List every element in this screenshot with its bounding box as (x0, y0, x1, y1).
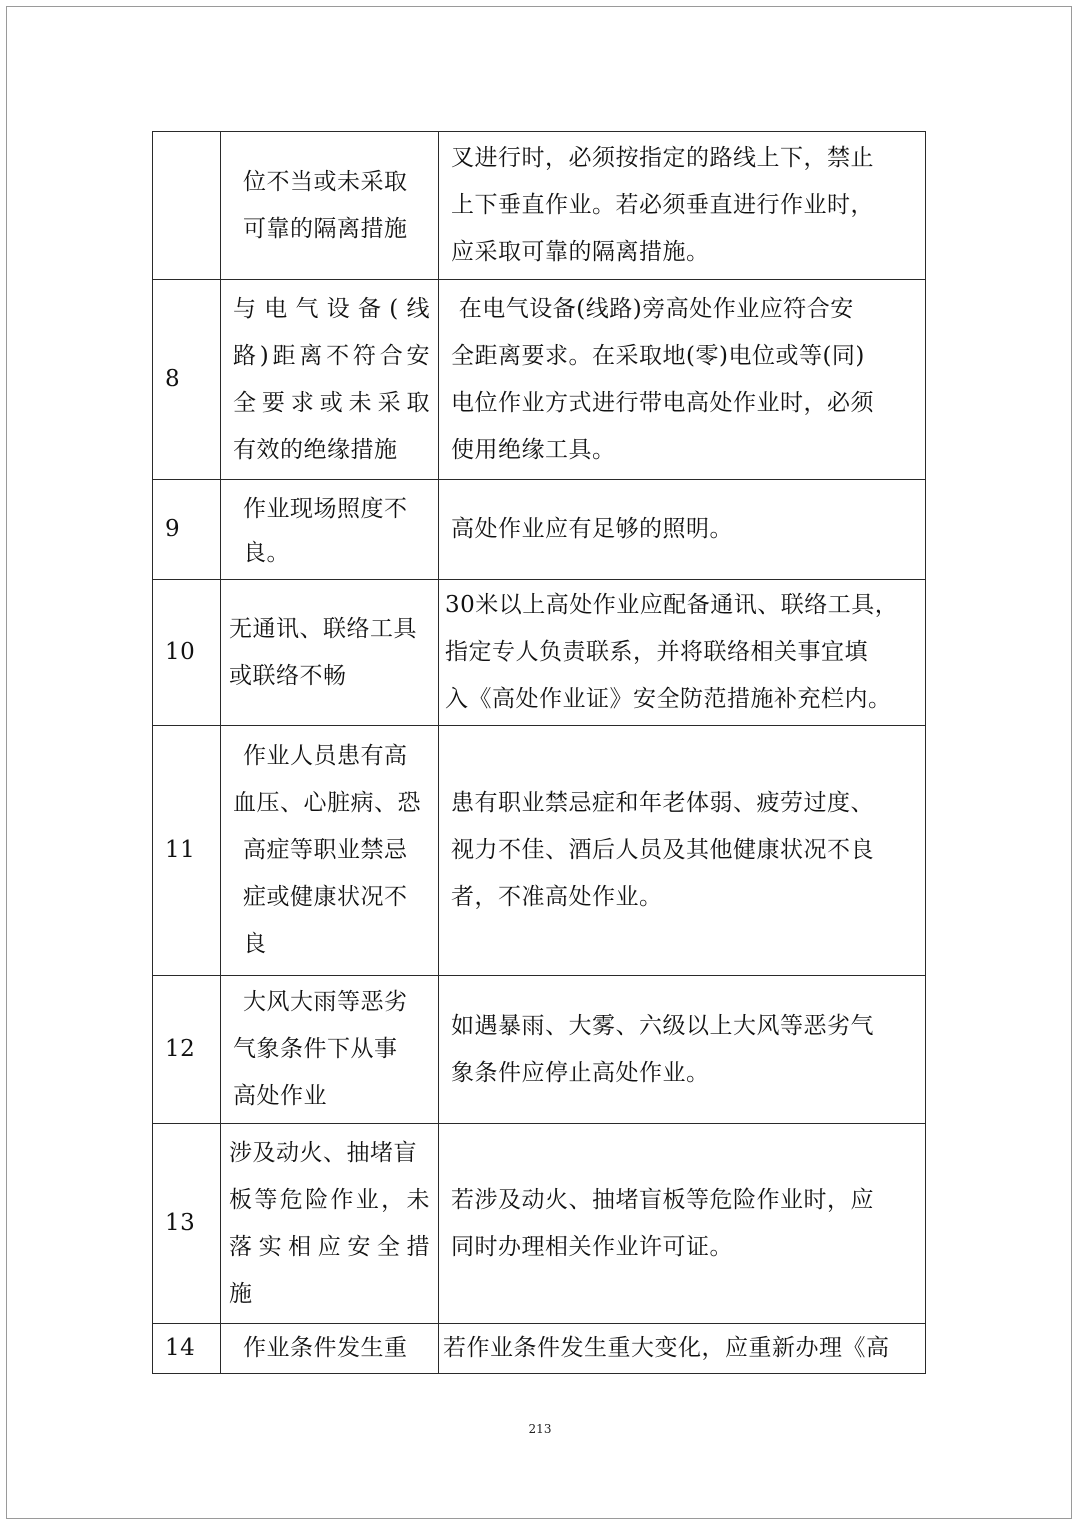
table-row (153, 580, 926, 726)
hazard-cell (221, 280, 439, 480)
measure-line: 叉进行时，必须按指定的路线上下，禁止 (451, 145, 874, 171)
hazard-line: 板等危险作业，未 (229, 1186, 430, 1213)
hazard-line: 落实相应安全措 (229, 1233, 430, 1260)
hazard-line: 高症等职业禁忌 (243, 837, 408, 863)
table-row (153, 726, 926, 976)
table-row (153, 480, 926, 580)
measure-cell (439, 1324, 926, 1374)
row-number: 9 (153, 480, 221, 580)
row-number: 8 (153, 280, 221, 480)
hazard-line: 或联络不畅 (229, 662, 347, 689)
measure-line: 高处作业应有足够的照明。 (451, 516, 733, 542)
measure-line: 上下垂直作业。若必须垂直进行作业时， (451, 192, 874, 218)
measure-line: 视力不佳、酒后人员及其他健康状况不良 (451, 837, 874, 863)
measure-cell (439, 976, 926, 1124)
table-row (153, 132, 926, 280)
hazard-line: 良。 (243, 540, 290, 566)
row-number (153, 132, 221, 280)
measure-line: 若涉及动火、抽堵盲板等危险作业时，应 (451, 1186, 874, 1213)
hazard-line: 症或健康状况不 (243, 884, 408, 910)
hazard-line: 血压、心脏病、恐 (233, 790, 421, 816)
hazard-line: 高处作业 (233, 1083, 327, 1109)
measure-line: 电位作业方式进行带电高处作业时，必须 (451, 389, 874, 416)
table-row (153, 1124, 926, 1324)
hazard-cell (221, 976, 439, 1124)
hazard-line: 作业现场照度不 (243, 496, 408, 522)
measure-line: 患有职业禁忌症和年老体弱、疲劳过度、 (451, 790, 874, 816)
hazard-line: 作业人员患有高 (243, 743, 408, 769)
hazard-cell (221, 726, 439, 976)
hazard-line: 位不当或未采取 (243, 168, 408, 195)
measure-line: 全距离要求。在采取地(零)电位或等(同) (451, 342, 865, 369)
hazard-line: 与电气设备(线 (233, 295, 430, 322)
hazard-line: 气象条件下从事 (233, 1036, 398, 1062)
hazard-line: 大风大雨等恶劣 (243, 989, 408, 1015)
row-number: 13 (153, 1124, 221, 1324)
hazard-cell (221, 580, 439, 726)
hazard-line: 良 (243, 931, 267, 957)
measure-line: 者，不准高处作业。 (451, 884, 663, 910)
measure-cell (439, 132, 926, 280)
hazard-cell (221, 1124, 439, 1324)
hazard-line: 全要求或未采取 (233, 389, 430, 416)
measure-cell (439, 480, 926, 580)
measure-line: 如遇暴雨、大雾、六级以上大风等恶劣气 (451, 1012, 874, 1039)
measure-line: 在电气设备(线路)旁高处作业应符合安 (451, 295, 854, 322)
hazard-cell (221, 1324, 439, 1374)
measure-cell (439, 1124, 926, 1324)
measure-line: 入《高处作业证》安全防范措施补充栏内。 (445, 686, 892, 712)
hazard-cell (221, 132, 439, 280)
row-number: 11 (153, 726, 221, 976)
hazard-line: 无通讯、联络工具 (229, 615, 417, 642)
hazard-line: 涉及动火、抽堵盲 (229, 1139, 417, 1166)
hazard-line: 路)距离不符合安 (233, 342, 430, 369)
measure-line: 象条件应停止高处作业。 (451, 1059, 710, 1086)
measure-cell (439, 726, 926, 976)
measure-line: 若作业条件发生重大变化，应重新办理《高 (443, 1335, 890, 1361)
measure-line: 同时办理相关作业许可证。 (451, 1233, 733, 1260)
measure-line: 应采取可靠的隔离措施。 (451, 239, 710, 265)
table-row (153, 280, 926, 480)
hazard-line: 可靠的隔离措施 (243, 215, 408, 242)
page-number: 213 (528, 1422, 552, 1436)
measure-cell (439, 280, 926, 480)
hazard-measures-table (152, 131, 926, 1374)
row-number: 12 (153, 976, 221, 1124)
measure-line: 指定专人负责联系，并将联络相关事宜填 (445, 639, 868, 665)
hazard-line: 作业条件发生重 (243, 1335, 408, 1361)
table-row (153, 976, 926, 1124)
hazard-line: 有效的绝缘措施 (233, 436, 398, 463)
row-number: 10 (153, 580, 221, 726)
measure-cell (439, 580, 926, 726)
row-number: 14 (153, 1324, 221, 1374)
hazard-cell (221, 480, 439, 580)
measure-line: 使用绝缘工具。 (451, 436, 616, 463)
measure-line: 30米以上高处作业应配备通讯、联络工具， (445, 592, 899, 618)
table-row (153, 1324, 926, 1374)
hazard-line: 施 (229, 1280, 253, 1307)
